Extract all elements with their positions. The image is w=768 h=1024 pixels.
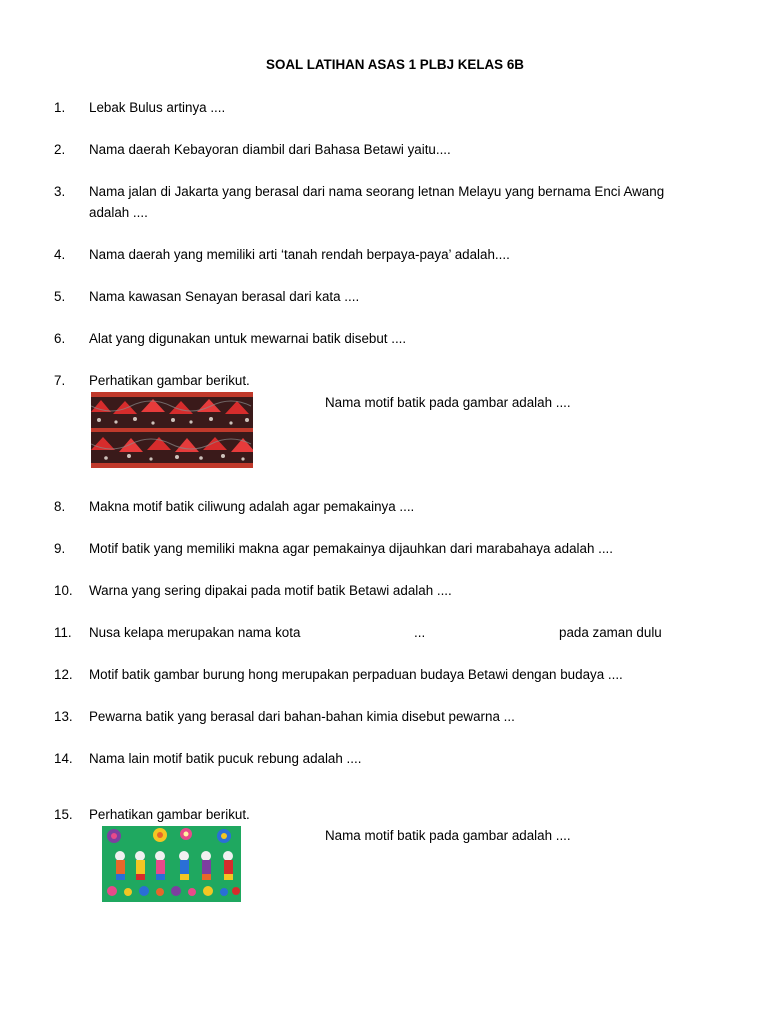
question-number: 12. <box>54 667 73 682</box>
question-number: 15. <box>54 807 73 822</box>
question-text: Nama jalan di Jakarta yang berasal dari nama seorang letnan Melayu yang bernama Enci Awang <box>89 184 665 199</box>
question-side-text: Nama motif batik pada gambar adalah .... <box>325 395 571 410</box>
question-number: 5. <box>54 289 66 304</box>
question-side-text: Nama motif batik pada gambar adalah .... <box>325 828 571 843</box>
question-number: 7. <box>54 373 66 388</box>
question-text-end: pada zaman dulu <box>559 625 662 640</box>
question-number: 10. <box>54 583 73 598</box>
question-text: Motif batik gambar burung hong merupakan perpaduan budaya Betawi dengan budaya .... <box>89 667 623 682</box>
question-number: 13. <box>54 709 73 724</box>
question-text: Makna motif batik ciliwung adalah agar pemakainya .... <box>89 499 415 514</box>
question-text: Warna yang sering dipakai pada motif batik Betawi adalah .... <box>89 583 452 598</box>
question-text: Pewarna batik yang berasal dari bahan-bahan kimia disebut pewarna ... <box>89 709 515 724</box>
question-blank: ... <box>414 625 426 640</box>
question-number: 2. <box>54 142 66 157</box>
question-number: 1. <box>54 100 66 115</box>
green-batik-motif-image <box>102 826 241 902</box>
red-batik-motif-image <box>91 392 253 468</box>
question-text: Nama lain motif batik pucuk rebung adalah .... <box>89 751 362 766</box>
question-number: 8. <box>54 499 66 514</box>
question-number: 9. <box>54 541 66 556</box>
question-number: 4. <box>54 247 66 262</box>
question-text: Alat yang digunakan untuk mewarnai batik disebut .... <box>89 331 407 346</box>
question-text: Nusa kelapa merupakan nama kota <box>89 625 301 640</box>
question-text: Motif batik yang memiliki makna agar pemakainya dijauhkan dari marabahaya adalah .... <box>89 541 614 556</box>
question-text: Nama kawasan Senayan berasal dari kata .... <box>89 289 360 304</box>
question-text: Perhatikan gambar berikut. <box>89 373 250 388</box>
question-number: 6. <box>54 331 66 346</box>
page-title: SOAL LATIHAN ASAS 1 PLBJ KELAS 6B <box>266 57 524 72</box>
question-number: 14. <box>54 751 73 766</box>
question-text-continued: adalah .... <box>89 205 148 220</box>
question-text: Perhatikan gambar berikut. <box>89 807 250 822</box>
question-text: Nama daerah yang memiliki arti ‘tanah rendah berpaya-paya’ adalah.... <box>89 247 510 262</box>
question-text: Lebak Bulus artinya .... <box>89 100 226 115</box>
question-number: 11. <box>54 625 72 640</box>
question-text: Nama daerah Kebayoran diambil dari Bahasa Betawi yaitu.... <box>89 142 451 157</box>
question-number: 3. <box>54 184 66 199</box>
